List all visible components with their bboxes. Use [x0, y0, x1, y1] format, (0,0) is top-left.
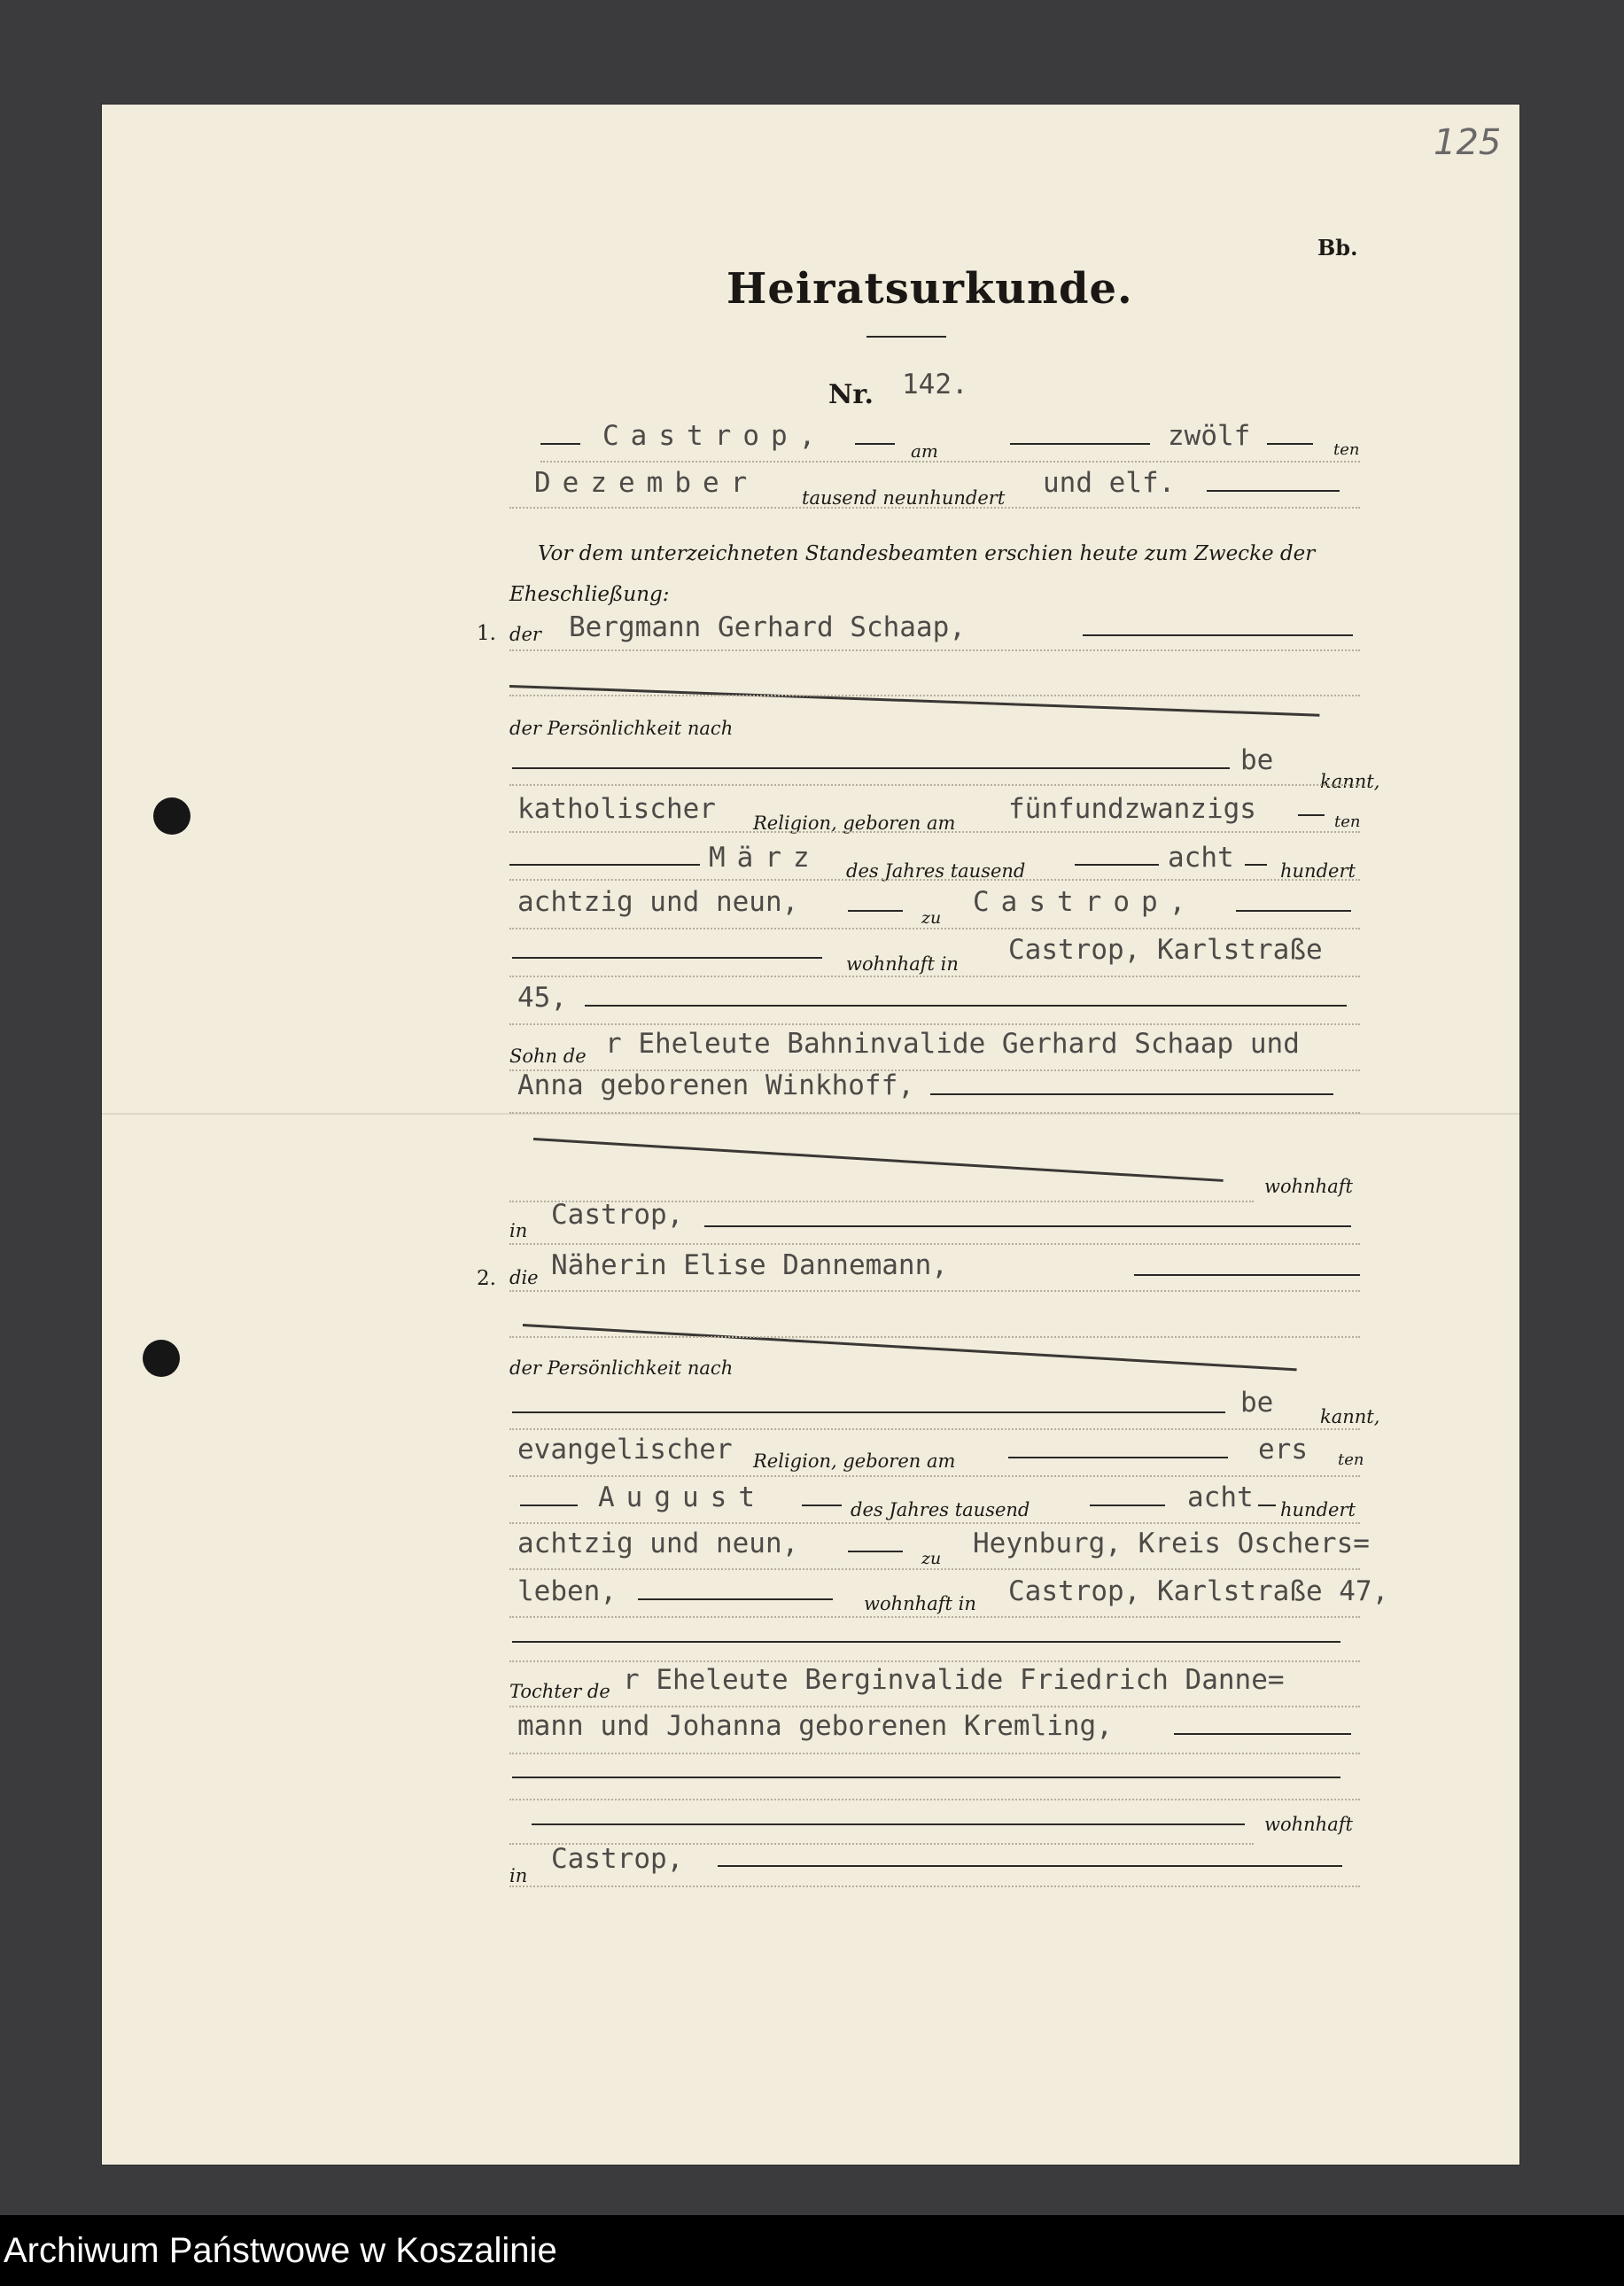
groom-birth-century: acht: [1168, 842, 1234, 874]
fill-dash: [855, 443, 895, 445]
dotted-line: [509, 507, 1360, 509]
handwritten-page-number: 125: [1434, 122, 1502, 163]
persoenlichkeit-label: der Persönlichkeit nach: [509, 1357, 734, 1379]
fill-dash: [802, 1505, 842, 1506]
fill-dash: [520, 1505, 578, 1506]
dotted-line: [509, 879, 1360, 881]
bride-birth-month: August: [598, 1481, 766, 1513]
ten-label: ten: [1338, 1450, 1364, 1469]
groom-residence-1: Castrop, Karlstraße: [1008, 934, 1323, 966]
in-label: in: [509, 1220, 528, 1241]
groom-birth-year-rest: achtzig und neun,: [517, 886, 799, 918]
ten-label: ten: [1334, 813, 1361, 831]
groom-name: Bergmann Gerhard Schaap,: [569, 611, 966, 643]
dotted-line: [509, 1616, 1360, 1618]
fill-dash: [848, 910, 903, 912]
bride-name: Näherin Elise Dannemann,: [551, 1249, 948, 1281]
kannt-label: kannt,: [1320, 771, 1380, 792]
certificate-number: 142.: [902, 369, 968, 400]
groom-parents-2: Anna geborenen Winkhoff,: [517, 1069, 914, 1101]
intro-text-1: Vor dem unterzeichneten Standesbeamten erschien heute zum Zwecke der: [538, 542, 1316, 565]
dotted-line: [509, 928, 1360, 929]
religion-label: Religion, geboren am: [753, 813, 956, 834]
dotted-line: [509, 1243, 1360, 1245]
fill-dash: [930, 1093, 1333, 1095]
religion-label: Religion, geboren am: [753, 1450, 956, 1472]
dotted-line: [509, 976, 1360, 977]
groom-birth-day: fünfundzwanzigs: [1008, 793, 1256, 825]
sohn-label: Sohn de: [509, 1046, 587, 1067]
marriage-day: zwölf: [1168, 420, 1251, 452]
persoenlichkeit-label: der Persönlichkeit nach: [509, 718, 734, 739]
bride-index: 2.: [477, 1267, 496, 1290]
groom-parents-1: r Eheleute Bahninvalide Gerhard Schaap und: [605, 1028, 1300, 1060]
bride-birth-place-1: Heynburg, Kreis Oschers=: [973, 1528, 1370, 1559]
ten-label: ten: [1333, 440, 1360, 459]
bride-parents-2: mann und Johanna geborenen Kremling,: [517, 1710, 1113, 1742]
dotted-line: [509, 1660, 1360, 1662]
dotted-line: [509, 1753, 1360, 1754]
groom-index: 1.: [477, 622, 496, 645]
bride-birth-day: ers: [1258, 1434, 1308, 1466]
dotted-line: [509, 1336, 1360, 1338]
fill-dash: [512, 1641, 1340, 1643]
place-value: Castrop,: [602, 420, 828, 452]
fill-dash: [848, 1551, 903, 1552]
dotted-line: [509, 831, 1360, 833]
bride-residence: Castrop, Karlstraße 47,: [1008, 1575, 1389, 1607]
zu-label: zu: [921, 1549, 942, 1568]
marriage-year-rest: und elf.: [1043, 467, 1176, 499]
dotted-line: [509, 1290, 1360, 1292]
fill-dash: [1010, 443, 1150, 445]
fill-dash: [704, 1225, 1351, 1227]
fill-dash: [718, 1865, 1342, 1867]
dotted-line: [509, 1428, 1360, 1430]
dotted-line: [509, 1475, 1360, 1477]
wohnhaft-label: wohnhaft: [1264, 1814, 1353, 1835]
dotted-line: [509, 1568, 1360, 1570]
document-title: Heiratsurkunde.: [727, 264, 1133, 314]
dotted-line: [509, 649, 1360, 651]
fill-dash: [532, 1823, 1245, 1825]
fill-dash: [1174, 1733, 1351, 1735]
fill-dash: [1245, 864, 1267, 866]
hundert-label: hundert: [1280, 1499, 1356, 1520]
dotted-line: [509, 1522, 1360, 1524]
dotted-line: [509, 1023, 1360, 1025]
tochter-label: Tochter de: [509, 1681, 610, 1702]
die-label: die: [509, 1267, 539, 1288]
in-label: in: [509, 1865, 528, 1886]
title-underline: [866, 336, 946, 338]
fill-dash: [1008, 1457, 1228, 1458]
fill-dash: [512, 1411, 1225, 1413]
bride-religion: evangelischer: [517, 1434, 733, 1466]
bride-birth-year-rest: achtzig und neun,: [517, 1528, 799, 1559]
jahres-label: des Jahres tausend: [851, 1499, 1030, 1520]
zu-label: zu: [921, 908, 942, 928]
punch-hole: [153, 797, 190, 835]
fill-dash: [1207, 490, 1340, 492]
hundert-label: hundert: [1280, 860, 1356, 882]
bride-be: be: [1240, 1387, 1274, 1419]
fill-dash: [512, 1777, 1340, 1778]
intro-text-2: Eheschließung:: [509, 583, 670, 606]
fill-dash: [512, 767, 1230, 769]
nr-label: Nr.: [828, 379, 874, 410]
wohnhaft-label: wohnhaft: [1264, 1176, 1353, 1197]
am-label: am: [911, 440, 938, 462]
bride-birth-century: acht: [1187, 1481, 1254, 1513]
groom-birth-place: Castrop,: [973, 886, 1198, 918]
marriage-month: Dezember: [534, 467, 759, 499]
groom-birth-month: März: [709, 842, 821, 874]
dotted-line: [509, 1886, 1360, 1887]
bride-parents-1: r Eheleute Berginvalide Friedrich Danne=: [623, 1664, 1285, 1696]
fill-dash: [1083, 634, 1353, 636]
fill-dash: [1267, 443, 1313, 445]
groom-parents-residence: Castrop,: [551, 1199, 684, 1231]
fill-dash: [1090, 1505, 1165, 1506]
dotted-line: [509, 1706, 1360, 1707]
dotted-line: [509, 1112, 1360, 1114]
wohnhaft-in-label: wohnhaft in: [864, 1593, 976, 1614]
fill-dash: [1075, 864, 1159, 866]
dotted-line: [509, 784, 1360, 786]
punch-hole: [143, 1340, 180, 1377]
dotted-line: [509, 1799, 1360, 1800]
kannt-label: kannt,: [1320, 1406, 1380, 1427]
bride-birth-place-2: leben,: [517, 1575, 617, 1607]
groom-residence-2: 45,: [517, 982, 567, 1014]
der-label: der: [509, 624, 541, 645]
fill-dash: [512, 957, 822, 959]
fill-dash: [540, 443, 580, 445]
dotted-line: [509, 695, 1360, 696]
document-page: [102, 105, 1519, 2165]
fill-dash: [509, 864, 700, 866]
fill-dash: [1236, 910, 1351, 912]
bride-parents-residence: Castrop,: [551, 1843, 684, 1875]
wohnhaft-in-label: wohnhaft in: [846, 953, 959, 975]
fill-dash: [1134, 1274, 1360, 1276]
groom-religion: katholischer: [517, 793, 716, 825]
fill-dash: [1298, 814, 1325, 816]
fill-dash: [585, 1005, 1347, 1007]
tausend-label: tausend neunhundert: [802, 487, 1006, 509]
dotted-line: [540, 461, 1360, 463]
groom-be: be: [1240, 744, 1274, 776]
jahres-label: des Jahres tausend: [846, 860, 1026, 882]
fill-dash: [1258, 1505, 1276, 1506]
fill-dash: [638, 1598, 833, 1600]
form-code: Bb.: [1317, 235, 1358, 260]
archive-caption: Archiwum Państwowe w Koszalinie: [0, 2215, 1624, 2286]
